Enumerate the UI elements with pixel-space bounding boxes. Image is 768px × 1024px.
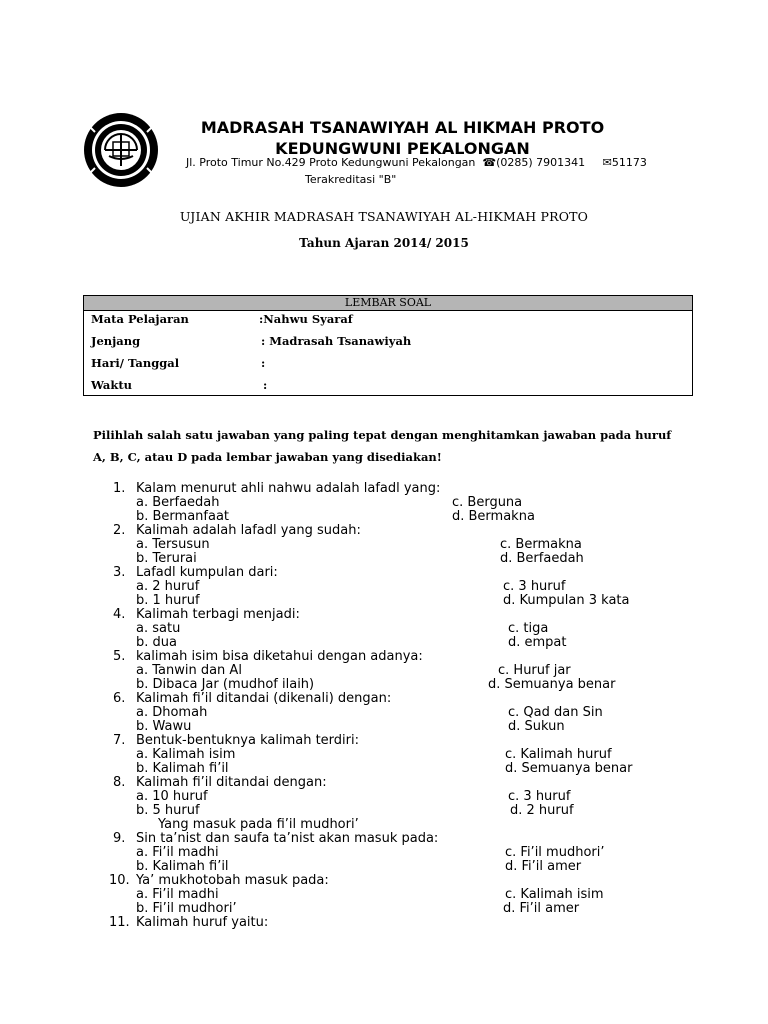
question-number: 4. [113, 607, 126, 622]
question-number: 7. [113, 733, 126, 748]
option-c: c. Kalimah isim [505, 887, 604, 902]
option-b: b. Kalimah fi’il [136, 859, 229, 874]
address-text: Jl. Proto Timur No.429 Proto Kedungwuni Pekalongan [186, 156, 476, 169]
option-c: c. Fi’il mudhori’ [505, 845, 605, 860]
option-b: b. Bermanfaat [136, 509, 230, 524]
option-b: b. Wawu [136, 719, 192, 734]
question-number: 2. [113, 523, 126, 538]
option-d: d. 2 huruf [510, 803, 574, 818]
school-name-line2: KEDUNGWUNI PEKALONGAN [275, 139, 530, 158]
instruction-line2: A, B, C, atau D pada lembar jawaban yang disediakan! [93, 450, 442, 464]
postal-code: 51173 [611, 156, 647, 169]
option-a: a. Berfaedah [136, 495, 220, 510]
question-number: 1. [113, 481, 126, 496]
option-b: b. 5 huruf [136, 803, 200, 818]
date-label: Hari/ Tanggal [91, 356, 180, 370]
table-header: LEMBAR SOAL [84, 296, 692, 311]
question-text: Kalam menurut ahli nahwu adalah lafadl yang: [136, 481, 441, 496]
option-c: c. 3 huruf [508, 789, 571, 804]
question-text: Bentuk-bentuknya kalimah terdiri: [136, 733, 359, 748]
option-b: b. Terurai [136, 551, 197, 566]
option-d: d. Berfaedah [500, 551, 584, 566]
accreditation: Terakreditasi "B" [305, 173, 397, 186]
option-a: a. 10 huruf [136, 789, 208, 804]
option-b: b. dua [136, 635, 177, 650]
option-d: d. Semuanya benar [488, 677, 616, 692]
question-text: Ya’ mukhotobah masuk pada: [136, 873, 329, 888]
option-d: d. Kumpulan 3 kata [503, 593, 630, 608]
option-b: b. Dibaca Jar (mudhof ilaih) [136, 677, 315, 692]
question-number: 10. [109, 873, 130, 888]
option-c: c. Berguna [452, 495, 523, 510]
option-b: b. Kalimah fi’il [136, 761, 229, 776]
academic-year: Tahun Ajaran 2014/ 2015 [299, 236, 469, 250]
level-value: : Madrasah Tsanawiyah [261, 334, 412, 348]
exam-title: UJIAN AKHIR MADRASAH TSANAWIYAH AL-HIKMAH PROTO [179, 209, 589, 224]
option-a: a. Tersusun [136, 537, 210, 552]
question-text: Kalimah huruf yaitu: [136, 915, 269, 930]
question-number: 9. [113, 831, 126, 846]
option-a: a. Tanwin dan Al [136, 663, 242, 678]
option-a: a. Fi’il madhi [136, 887, 219, 902]
option-c: c. Kalimah huruf [505, 747, 612, 762]
question-text: Lafadl kumpulan dari: [136, 565, 278, 580]
question-text: Kalimah fi’il ditandai dengan: [136, 775, 327, 790]
school-address [186, 156, 647, 169]
question-text: Kalimah terbagi menjadi: [136, 607, 300, 622]
option-d: d. Sukun [508, 719, 565, 734]
exam-info-table [83, 295, 693, 396]
question-number: 3. [113, 565, 126, 580]
date-value: : [261, 356, 266, 370]
question-number: 8. [113, 775, 126, 790]
question-number: 11. [109, 915, 130, 930]
option-a: a. satu [136, 621, 181, 636]
option-d: d. Fi’il amer [503, 901, 580, 916]
question-number: 5. [113, 649, 126, 664]
question-text: Kalimah fi’il ditandai (dikenali) dengan: [136, 691, 392, 706]
option-c: c. Huruf jar [498, 663, 571, 678]
option-a: a. Kalimah isim [136, 747, 236, 762]
option-b: b. 1 huruf [136, 593, 200, 608]
question-subtext: Yang masuk pada fi’il mudhori’ [158, 817, 359, 832]
option-c: c. Qad dan Sin [508, 705, 603, 720]
phone-icon: ☎ [478, 156, 497, 169]
time-label: Waktu [91, 378, 133, 392]
option-c: c. Bermakna [500, 537, 582, 552]
question-text: Sin ta’nist dan saufa ta’nist akan masuk pada: [136, 831, 439, 846]
school-seal-icon [83, 112, 159, 188]
question-text: kalimah isim bisa diketahui dengan adanya: [136, 649, 423, 664]
option-a: a. 2 huruf [136, 579, 200, 594]
question-text: Kalimah adalah lafadl yang sudah: [136, 523, 361, 538]
time-value: : [263, 378, 268, 392]
option-c: c. tiga [508, 621, 549, 636]
mail-icon: ✉ [588, 156, 612, 169]
option-b: b. Fi’il mudhori’ [136, 901, 237, 916]
option-d: d. Fi’il amer [505, 859, 582, 874]
option-a: a. Fi’il madhi [136, 845, 219, 860]
instruction-line1: Pilihlah salah satu jawaban yang paling tepat dengan menghitamkan jawaban pada huruf [93, 428, 672, 442]
option-d: d. Bermakna [452, 509, 535, 524]
subject-label: Mata Pelajaran [91, 312, 189, 326]
subject-value: :Nahwu Syaraf [259, 312, 353, 326]
option-d: d. empat [508, 635, 567, 650]
phone-number: (0285) 7901341 [496, 156, 586, 169]
option-d: d. Semuanya benar [505, 761, 633, 776]
level-label: Jenjang [91, 334, 141, 348]
question-number: 6. [113, 691, 126, 706]
school-name-line1: MADRASAH TSANAWIYAH AL HIKMAH PROTO [200, 118, 605, 137]
option-c: c. 3 huruf [503, 579, 566, 594]
option-a: a. Dhomah [136, 705, 208, 720]
